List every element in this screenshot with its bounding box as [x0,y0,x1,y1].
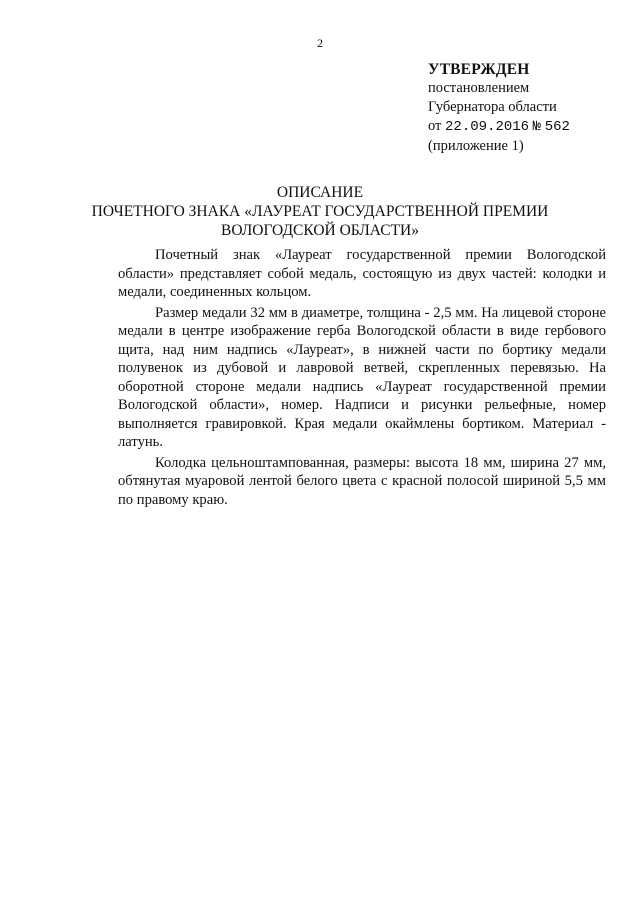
approval-number: 562 [544,119,570,135]
approval-date: 22.09.2016 [445,119,530,135]
approval-number-sign: № [532,119,542,135]
approval-line-resolution: постановлением [428,80,530,96]
approval-date-prefix: от [428,118,442,134]
approval-line-governor: Губернатора области [428,99,557,115]
document-title [0,183,640,240]
approval-date-line [428,117,570,137]
page-number: 2 [317,36,323,50]
title-line-2: ПОЧЕТНОГО ЗНАКА «ЛАУРЕАТ ГОСУДАРСТВЕННОЙ ПРЕМИИ [91,203,549,220]
title-line-1: ОПИСАНИЕ [276,184,364,201]
document-body [118,246,606,511]
approval-annex: (приложение 1) [428,138,524,154]
paragraph-medal: Размер медали 32 мм в диаметре, толщина - 2,5 мм. На лицевой стороне медали в центре изображение герба Вологодской области в виде гербового щита, над ним надпись «Лауреат», в нижней части по бортику медали полувенок из дубовой и лавровой ветвей, скрепленных перевязью. На оборотной стороне медали надпись «Лауреат государственной премии Вологодской области», номер. Надписи и рисунки рельефные, номер выполняется гравировкой. Края медали окаймлены бортиком. Материал - латунь. [118,304,606,450]
paragraph-block: Колодка цельноштампованная, размеры: высота 18 мм, ширина 27 мм, обтянутая муаровой лентой белого цвета с красной полосой шириной 5,5 мм по правому краю. [118,454,606,508]
title-line-3: ВОЛОГОДСКОЙ ОБЛАСТИ» [221,222,419,239]
paragraph-general: Почетный знак «Лауреат государственной премии Вологодской области» представляет собой медаль, состоящую из двух частей: колодки и медали, соединенных кольцом. [118,247,606,300]
approval-stamp [428,60,570,156]
approval-heading: УТВЕРЖДЕН [428,61,530,78]
